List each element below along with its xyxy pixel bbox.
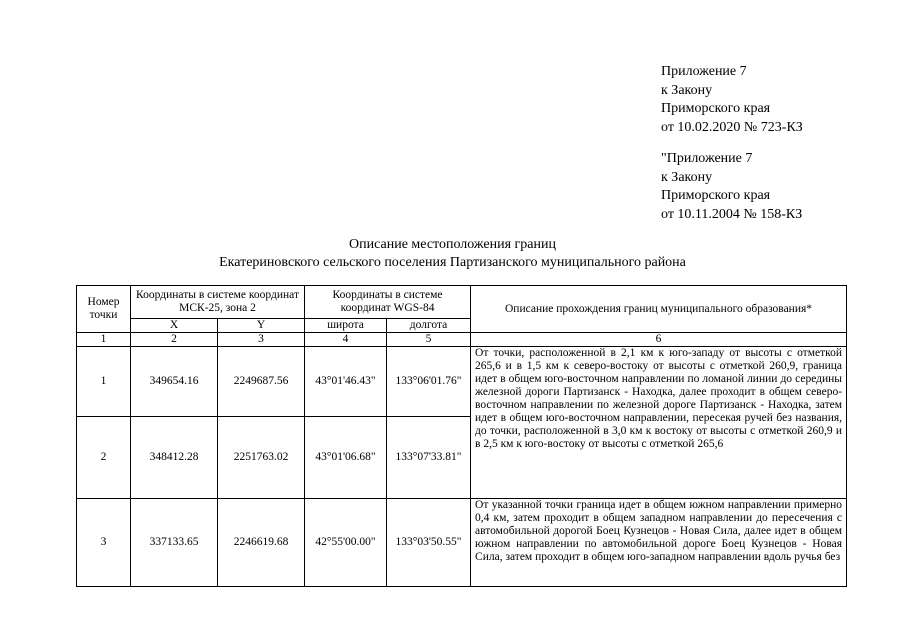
- point-number-cell: 2: [77, 417, 131, 499]
- point-number-cell: 1: [77, 347, 131, 417]
- document-title: Описание местоположения границ: [349, 237, 556, 252]
- description-cell: От точки, расположенной в 2,1 км к юго-западу от высоты с отметкой 265,6 и в 1,5 км к северо-востоку от высоты с отметкой 260,9, граница идет в общем юго-восточном направлении по ломаной линии до середины железной дороги Партизанск - Находка, далее проходит в общем северо-восточном направлении по железной дороге Партизанск - Находка, затем идет в общем юго-восточном направлении, пересекая ручей без названия, до точки, расположенной в 3,0 км к востоку от высоты с отметкой 260,9 и в 2,5 км к юго-востоку от высоты с отметкой 265,6: [471, 347, 847, 499]
- x-cell: 349654.16: [131, 347, 218, 417]
- appendix-line: к Закону: [661, 82, 713, 98]
- latitude-cell: 42°55'00.00": [305, 499, 387, 587]
- column-number: 4: [305, 333, 387, 347]
- appendix-line: "Приложение 7: [661, 151, 753, 166]
- point-number-cell: 3: [77, 499, 131, 587]
- appendix-line: Приложение 7: [661, 64, 747, 79]
- appendix-line: от 10.02.2020 № 723-КЗ: [661, 119, 803, 135]
- column-number-row: [77, 333, 847, 347]
- boundary-coordinates-table: [76, 285, 847, 587]
- header-y: Y: [218, 319, 305, 333]
- description-text: От указанной точки граница идет в общем южном направлении примерно 0,4 км, затем проходит в общем западном направлении до пересечения с автомобильной дорогой Боец Кузнецов - Новая Сила, далее идет в общем южном направлении по автомобильной дороге Боец Кузнецов - Новая Сила, затем проходит в общем юго-западном направлении вдоль ручья без: [475, 499, 843, 563]
- table-row: [77, 347, 847, 417]
- header-latitude: широта: [305, 319, 387, 333]
- x-cell: 348412.28: [131, 417, 218, 499]
- y-cell: 2246619.68: [218, 499, 305, 587]
- appendix-line: к Закону: [661, 169, 713, 185]
- appendix-reference-original: [661, 150, 802, 224]
- description-cell-continued: [471, 499, 847, 587]
- table-row: [77, 499, 847, 587]
- longitude-cell: 133°06'01.76": [387, 347, 471, 417]
- latitude-cell: 43°01'46.43": [305, 347, 387, 417]
- column-number: 5: [387, 333, 471, 347]
- header-longitude: долгота: [387, 319, 471, 333]
- longitude-cell: 133°03'50.55": [387, 499, 471, 587]
- column-number: 1: [77, 333, 131, 347]
- y-cell: 2249687.56: [218, 347, 305, 417]
- header-msk-coordinates: Координаты в системе координат МСК-25, зона 2: [131, 286, 305, 319]
- header-description: Описание прохождения границ муниципального образования*: [471, 286, 847, 333]
- x-cell: 337133.65: [131, 499, 218, 587]
- table-header-row: [77, 286, 847, 319]
- document-subtitle: Екатериновского сельского поселения Партизанского муниципального района: [219, 255, 686, 270]
- column-number: 3: [218, 333, 305, 347]
- y-cell: 2251763.02: [218, 417, 305, 499]
- longitude-cell: 133°07'33.81": [387, 417, 471, 499]
- appendix-reference-current: [661, 63, 803, 137]
- latitude-cell: 43°01'06.68": [305, 417, 387, 499]
- appendix-line: Приморского края: [661, 188, 771, 203]
- column-number: 6: [471, 333, 847, 347]
- header-x: X: [131, 319, 218, 333]
- header-point-number: Номер точки: [77, 286, 131, 333]
- appendix-line: от 10.11.2004 № 158-КЗ: [661, 206, 803, 222]
- header-wgs-coordinates: Координаты в системе координат WGS-84: [305, 286, 471, 319]
- appendix-line: Приморского края: [661, 101, 771, 116]
- column-number: 2: [131, 333, 218, 347]
